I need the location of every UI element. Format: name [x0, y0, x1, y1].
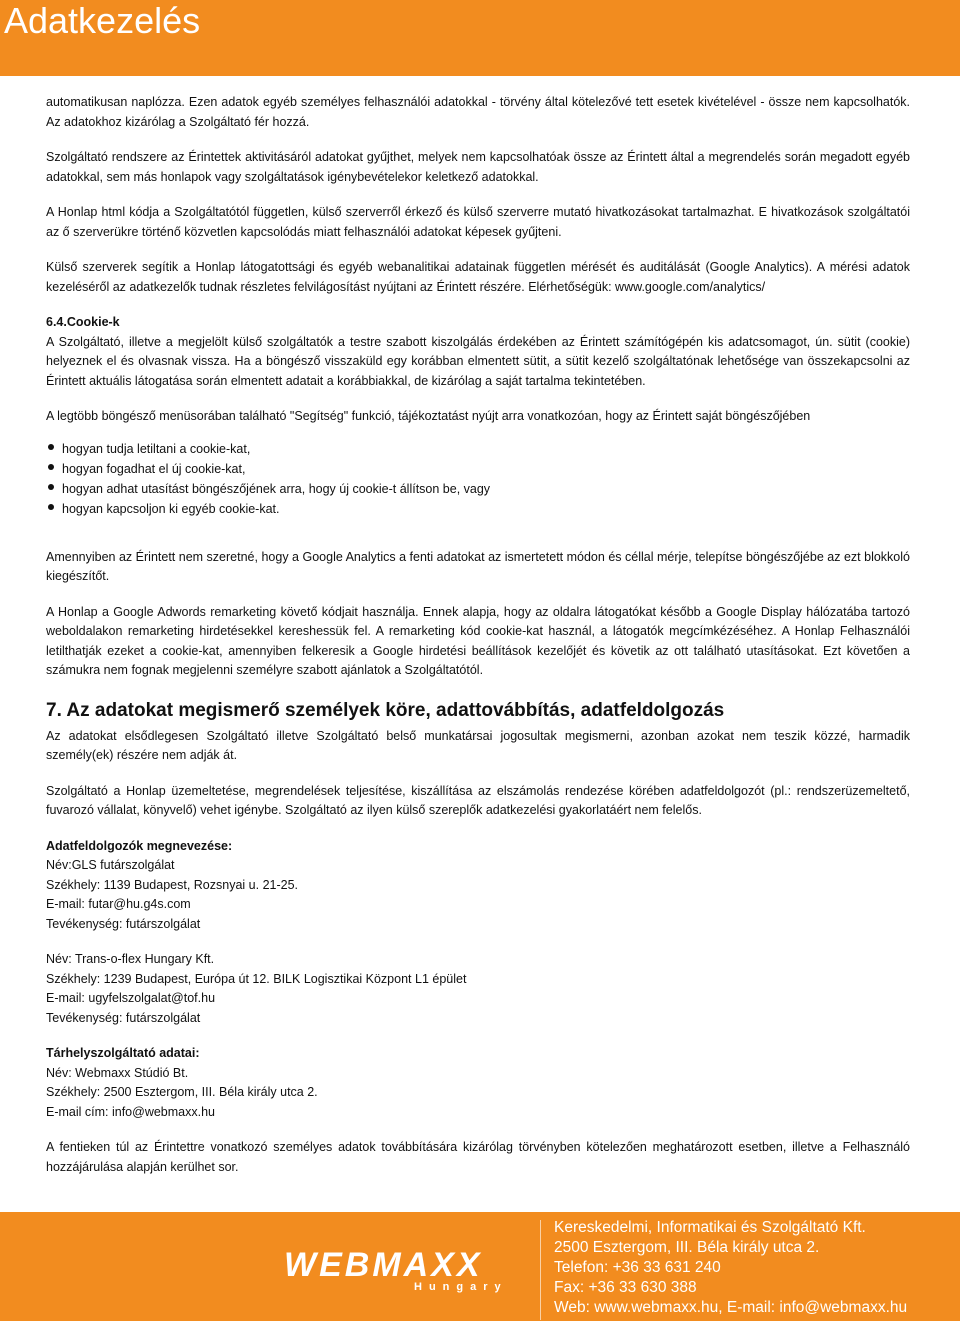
company-fax: Fax: +36 33 630 388	[554, 1279, 697, 1296]
hosting-email: E-mail cím: info@webmaxx.hu	[46, 1104, 215, 1119]
paragraph: Az adatokat elsődlegesen Szolgáltató illetve Szolgáltató belső munkatársai jogosultak megismerni, azonban azokat nem teszik közzé, harmadik személy(ek) részére nem adják át.	[46, 728, 910, 762]
list-item: hogyan tudja letiltani a cookie-kat,	[46, 439, 910, 459]
processor-activity: Tevékenység: futárszolgálat	[46, 916, 201, 931]
company-phone: Telefon: +36 33 631 240	[554, 1259, 721, 1276]
paragraph: A fentieken túl az Érintettre vonatkozó személyes adatok továbbítására kizárólag törvényben kötelezően meghatározott esetben, illetve a Felhasználó hozzájárulása alapján kerülhet sor.	[46, 1140, 910, 1174]
page-footer	[0, 1212, 960, 1321]
section-7-title: 7. Az adatokat megismerő személyek köre, adattovábbítás, adatfeldolgozás	[46, 699, 725, 721]
paragraph: Külső szerverek segítik a Honlap látogatottsági és egyéb webanalitikai adatainak független mérését és auditálását (Google Analytics). A mérési adatok kezeléséről az adatkezelők tudnak részletes felvilágosítást nyújtani az Érintett részére. Elérhetőségük: www.google.com/analytics/	[46, 260, 910, 294]
bullet-icon	[48, 444, 54, 450]
list-item: hogyan fogadhat el új cookie-kat,	[46, 459, 910, 479]
bullet-icon	[48, 484, 54, 490]
processor-name: Név:GLS futárszolgálat	[46, 858, 175, 872]
processors-heading: Adatfeldolgozók megnevezése:	[46, 838, 233, 853]
company-address: 2500 Esztergom, III. Béla király utca 2.	[554, 1239, 820, 1256]
paragraph: A Honlap html kódja a Szolgáltatótól független, külső szerverről érkező és külső szerverre mutató hivatkozásokat tartalmazhat. E hivatkozások szolgáltatói az ő szerverükre történő közvetlen kapcsolódás miatt felhasználói adatokat képesek gyűjteni.	[46, 205, 910, 239]
bullet-icon	[48, 504, 54, 510]
bullet-icon	[48, 464, 54, 470]
list-item: hogyan adhat utasítást böngészőjének arra, hogy új cookie-t állítson be, vagy	[46, 479, 910, 499]
paragraph: Amennyiben az Érintett nem szeretné, hogy a Google Analytics a fenti adatokat az ismertetett módon és céllal mérje, telepítse böngészőjébe az ezt blokkoló kiegészítőt.	[46, 549, 910, 583]
hosting-seat: Székhely: 2500 Esztergom, III. Béla király utca 2.	[46, 1085, 318, 1099]
processor-seat: Székhely: 1139 Budapest, Rozsnyai u. 21-25.	[46, 877, 299, 892]
processor-email: E-mail: ugyfelszolgalat@tof.hu	[46, 991, 216, 1005]
processor-email: E-mail: futar@hu.g4s.com	[46, 897, 191, 911]
processor-block-gls	[46, 837, 910, 935]
processor-block-tof	[46, 950, 910, 1028]
paragraph: A Szolgáltató, illetve a megjelölt külső szolgáltatók a testre szabott kiszolgálás érdekében az Érintett számítógépén kis adatcsomagot, ún. sütit (cookie) helyeznek el és olvasnak vissza. Ha a böngésző visszaküld egy korábban elmentett sütit, a sütit kezelő szolgáltatónak lehetősége van összekapcsolni az Érintett aktuális látogatása során elmentett adatait a korábbiakkal, de kizárólag a saját tartalma tekintetében.	[46, 334, 910, 388]
paragraph: Szolgáltató rendszere az Érintettek aktivitásáról adatokat gyűjthet, melyek nem kapcsolhatóak össze az Érintett által a megrendelés során megadott egyéb adatokkal, sem más honlapok vagy szolgáltatások igénybevételekor keletkező adatokkal.	[46, 150, 910, 184]
processor-activity: Tevékenység: futárszolgálat	[46, 1010, 201, 1025]
footer-divider	[540, 1220, 541, 1320]
paragraph: A legtöbb böngésző menüsorában található "Segítség" funkció, tájékoztatást nyújt arra vonatkozóan, hogy az Érintett saját böngészőjében	[46, 409, 811, 423]
paragraph: automatikusan naplózza. Ezen adatok egyéb személyes felhasználói adatokkal - törvény által kötelezővé tett esetek kivételével - össze nem kapcsolhatók. Az adatokhoz kizárólag a Szolgáltató fér hozzá.	[46, 95, 910, 129]
company-name: Kereskedelmi, Informatikai és Szolgáltató Kft.	[554, 1219, 866, 1236]
page-title: Adatkezelés	[4, 0, 201, 41]
processor-name: Név: Trans-o-flex Hungary Kft.	[46, 952, 215, 966]
logo-wordmark: WEBMAXX	[284, 1246, 483, 1284]
list-item: hogyan kapcsoljon ki egyéb cookie-kat.	[46, 499, 910, 519]
paragraph: Szolgáltató a Honlap üzemeltetése, megrendelések teljesítése, kiszállítása az elszámolás rendezése körében adatfeldolgozót (pl.: rendszerüzemeltető, fuvarozó vállalat, könyvelő) vehet igénybe. Szolgáltató az ilyen külső szereplők adatkezelési gyakorlatáért nem felelős.	[46, 783, 910, 817]
processor-seat: Székhely: 1239 Budapest, Európa út 12. BILK Logisztikai Központ L1 épület	[46, 971, 467, 986]
document-body	[46, 93, 910, 1193]
hosting-block	[46, 1044, 910, 1122]
page-header	[0, 0, 960, 76]
webmaxx-logo	[284, 1245, 508, 1297]
hosting-heading: Tárhelyszolgáltató adatai:	[46, 1046, 200, 1060]
company-contact-info	[554, 1218, 907, 1318]
cookie-bullet-list	[46, 439, 910, 519]
logo-subtitle: Hungary	[414, 1281, 508, 1293]
cookie-heading: 6.4.Cookie-k	[46, 315, 120, 329]
hosting-name: Név: Webmaxx Stúdió Bt.	[46, 1065, 189, 1080]
paragraph: A Honlap a Google Adwords remarketing követő kódjait használja. Ennek alapja, hogy az oldalra látogatókat később a Google Display hálózatába tartozó weboldalakon remarketing hirdetésekkel kereshessük fel. A remarketing kód cookie-kat használ, a látogatók megcímkézéséhez. A Honlap Felhasználói letilthatják ezeket a cookie-kat, amennyiben felkeresik a Google hirdetési beállítások kezelőjét és követik az ott található utasításokat. Ezt követően a számukra nem fognak megjelenni személyre szabott ajánlatok a Szolgáltatótól.	[46, 604, 910, 677]
company-web-email: Web: www.webmaxx.hu, E-mail: info@webmaxx.hu	[554, 1299, 908, 1316]
